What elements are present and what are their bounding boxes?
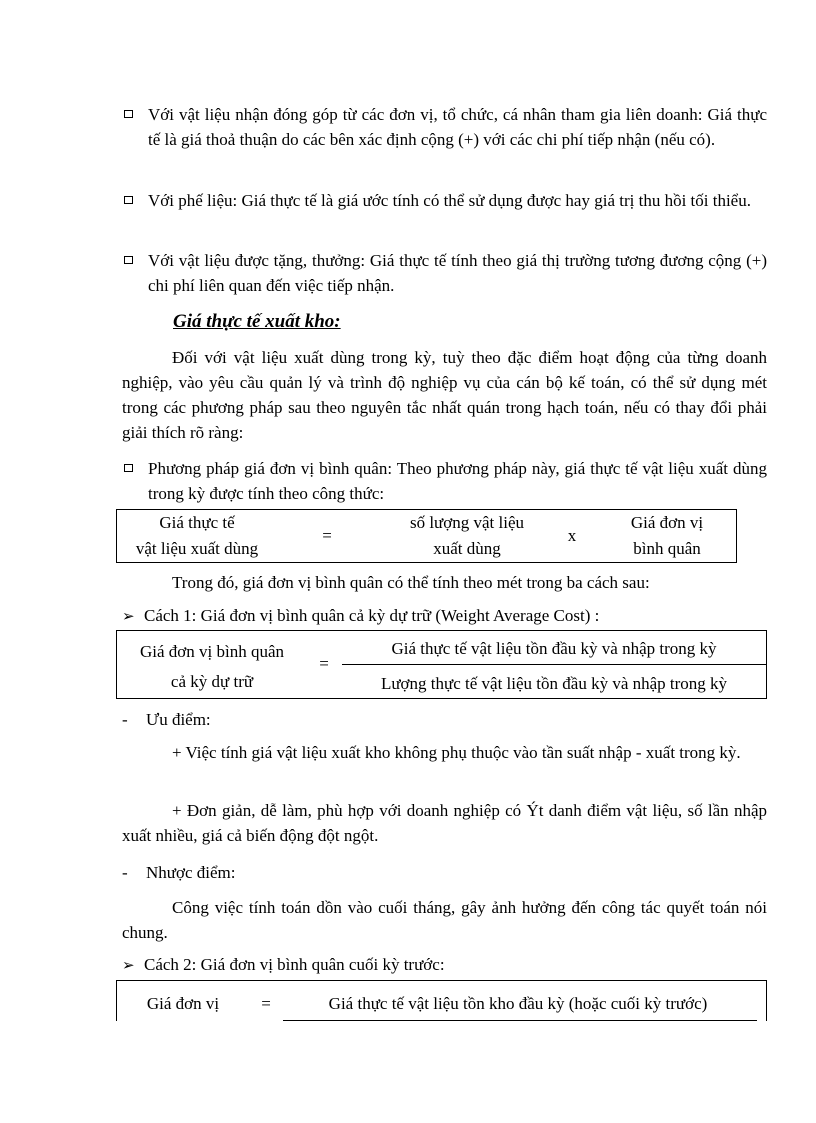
list-item: [122, 603, 767, 629]
list-item: [122, 102, 767, 152]
formula1-equals: =: [322, 526, 332, 545]
formula2-denominator: Lượng thực tế vật liệu tồn đầu kỳ và nhập trong kỳ: [380, 674, 728, 693]
formula2-left: [117, 637, 307, 697]
formula-note: Trong đó, giá đơn vị bình quân có thể tính theo mét trong ba cách sau:: [172, 573, 650, 592]
formula3-left: Giá đơn vị: [146, 994, 220, 1013]
bullet-text: Với vật liệu được tặng, thưởng: Giá thực tế tính theo giá thị trường tương đương cộng (+) chi phí liên quan đến việc tiếp nhận.: [148, 251, 767, 295]
list-item: [122, 860, 767, 885]
formula1-left: [117, 510, 277, 562]
list-item: [122, 952, 767, 978]
formula1-middle: [367, 510, 567, 562]
square-bullet-icon: [124, 196, 133, 204]
list-item: [122, 707, 767, 732]
method2-label: Cách 2: Giá đơn vị bình quân cuối kỳ trước:: [144, 955, 445, 974]
square-bullet-icon: [124, 110, 133, 118]
arrow-bullet-icon: ➢: [122, 956, 135, 974]
method1-label: Cách 1: Giá đơn vị bình quân cả kỳ dự trữ (Weight Average Cost) :: [144, 606, 600, 625]
formula-box-2: [116, 630, 767, 699]
list-item: [122, 188, 767, 213]
list-item: [122, 248, 767, 298]
list-item: [122, 456, 767, 506]
advantage-paragraph: + Đơn giản, dễ làm, phù hợp với doanh nghiệp có Ýt danh điểm vật liệu, số lần nhập xuất nhiều, giá cả biến động đột ngột.: [122, 801, 767, 845]
square-bullet-icon: [124, 256, 133, 264]
formula-box-1: [116, 509, 737, 563]
formula1-mid-line1: số lượng vật liệu: [409, 513, 525, 532]
advantages-label: Ưu điểm:: [146, 710, 211, 729]
fraction-line: [342, 664, 766, 665]
formula2-numerator: Giá thực tế vật liệu tồn đầu kỳ và nhập trong kỳ: [391, 639, 717, 658]
formula3-equals: =: [261, 994, 271, 1013]
formula3-numerator: Giá thực tế vật liệu tồn kho đầu kỳ (hoặc cuối kỳ trước): [328, 994, 708, 1013]
dash-bullet: -: [122, 710, 128, 729]
formula1-right: [607, 510, 727, 562]
square-bullet-icon: [124, 464, 133, 472]
bullet-text: Với vật liệu nhận đóng góp từ các đơn vị, tổ chức, cá nhân tham gia liên doanh: Giá thực tế là giá thoả thuận do các bên xác định cộng (+) với các chi phí tiếp nhận (nếu có).: [148, 105, 767, 149]
dash-bullet: -: [122, 863, 128, 882]
formula1-mid-line2: xuất dùng: [433, 539, 501, 558]
formula1-times: x: [567, 526, 577, 545]
bullet-text: Phương pháp giá đơn vị bình quân: Theo phương pháp này, giá thực tế vật liệu xuất dùng trong kỳ được tính theo công thức:: [148, 459, 767, 503]
formula1-left-line1: Giá thực tế: [159, 513, 235, 532]
formula2-equals: =: [319, 654, 329, 673]
intro-paragraph: Đối với vật liệu xuất dùng trong kỳ, tuỳ theo đặc điểm hoạt động của từng doanh nghiệp, vào yêu cầu quản lý và trình độ nghiệp vụ của cán bộ kế toán, có thể sử dụng mét trong các phương pháp sau theo nguyên tắc nhất quán trong hạch toán, nếu có thay đổi phải giải thích rõ ràng:: [122, 348, 767, 442]
fraction-line: [283, 1020, 757, 1021]
arrow-bullet-icon: ➢: [122, 607, 135, 625]
formula1-right-line2: bình quân: [633, 539, 701, 558]
section-heading: Giá thực tế xuất kho:: [173, 311, 341, 332]
disadvantage-paragraph: Công việc tính toán dồn vào cuối tháng, gây ảnh hưởng đến công tác quyết toán nói chung.: [122, 898, 767, 942]
formula2-left-line2: cả kỳ dự trữ: [170, 672, 254, 691]
formula-box-3: [116, 980, 767, 1021]
bullet-text: Với phế liệu: Giá thực tế là giá ước tính có thể sử dụng được hay giá trị thu hồi tối thiểu.: [148, 191, 751, 210]
advantage-paragraph: + Việc tính giá vật liệu xuất kho không phụ thuộc vào tần suất nhập - xuất trong kỳ.: [172, 743, 741, 762]
formula1-right-line1: Giá đơn vị: [630, 513, 704, 532]
disadvantages-label: Nhược điểm:: [146, 863, 236, 882]
formula2-left-line1: Giá đơn vị bình quân: [139, 642, 285, 661]
formula1-left-line2: vật liệu xuất dùng: [135, 539, 259, 558]
